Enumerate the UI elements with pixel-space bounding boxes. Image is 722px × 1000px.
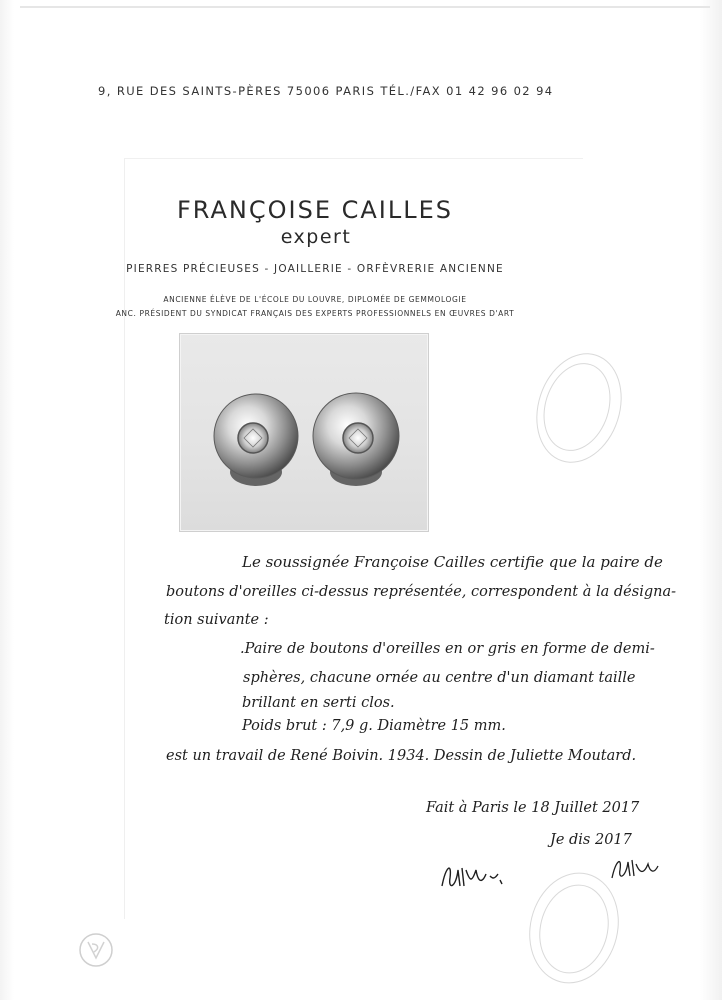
- earrings-photograph: [179, 333, 429, 532]
- signature-left: [438, 856, 508, 896]
- certificate-line: est un travail de René Boivin. 1934. Dessin de Juliette Moutard.: [166, 748, 637, 764]
- certificate-line: brillant en serti clos.: [242, 695, 395, 711]
- expert-credential-line: ANCIENNE ÉLÈVE DE L'ÉCOLE DU LOUVRE, DIPLOMÉE DE GEMMOLOGIE: [163, 295, 467, 304]
- certificate-line: tion suivante :: [164, 612, 269, 628]
- place-and-date: Fait à Paris le 18 Juillet 2017: [426, 800, 640, 816]
- certificate-line: Poids brut : 7,9 g. Diamètre 15 mm.: [242, 718, 506, 734]
- certificate-line: sphères, chacune ornée au centre d'un diamant taille: [243, 670, 636, 686]
- blind-emboss-logo: [76, 930, 116, 970]
- expert-title: expert: [280, 226, 352, 248]
- letterhead-address: 9, RUE DES SAINTS-PÈRES 75006 PARIS TÉL./FAX 01 42 96 02 94: [98, 84, 554, 98]
- signature-right: [608, 850, 664, 884]
- paper-edge: [20, 6, 710, 8]
- certificate-line: .Paire de boutons d'oreilles en or gris en forme de demi-: [240, 641, 655, 657]
- expert-credential-line: ANC. PRÉSIDENT DU SYNDICAT FRANÇAIS DES EXPERTS PROFESSIONNELS EN ŒUVRES D'ART: [115, 309, 515, 318]
- certificate-line: boutons d'oreilles ci-dessus représentée, correspondent à la désigna-: [166, 584, 676, 600]
- expert-name: FRANÇOISE CAILLES: [176, 196, 454, 224]
- certificate-line: Le soussignée Françoise Cailles certifie que la paire de: [242, 553, 663, 571]
- expert-specialties: PIERRES PRÉCIEUSES - JOAILLERIE - ORFÈVRERIE ANCIENNE: [126, 263, 504, 275]
- earrings-image: [180, 334, 428, 531]
- date-correction: Je dis 2017: [550, 832, 632, 848]
